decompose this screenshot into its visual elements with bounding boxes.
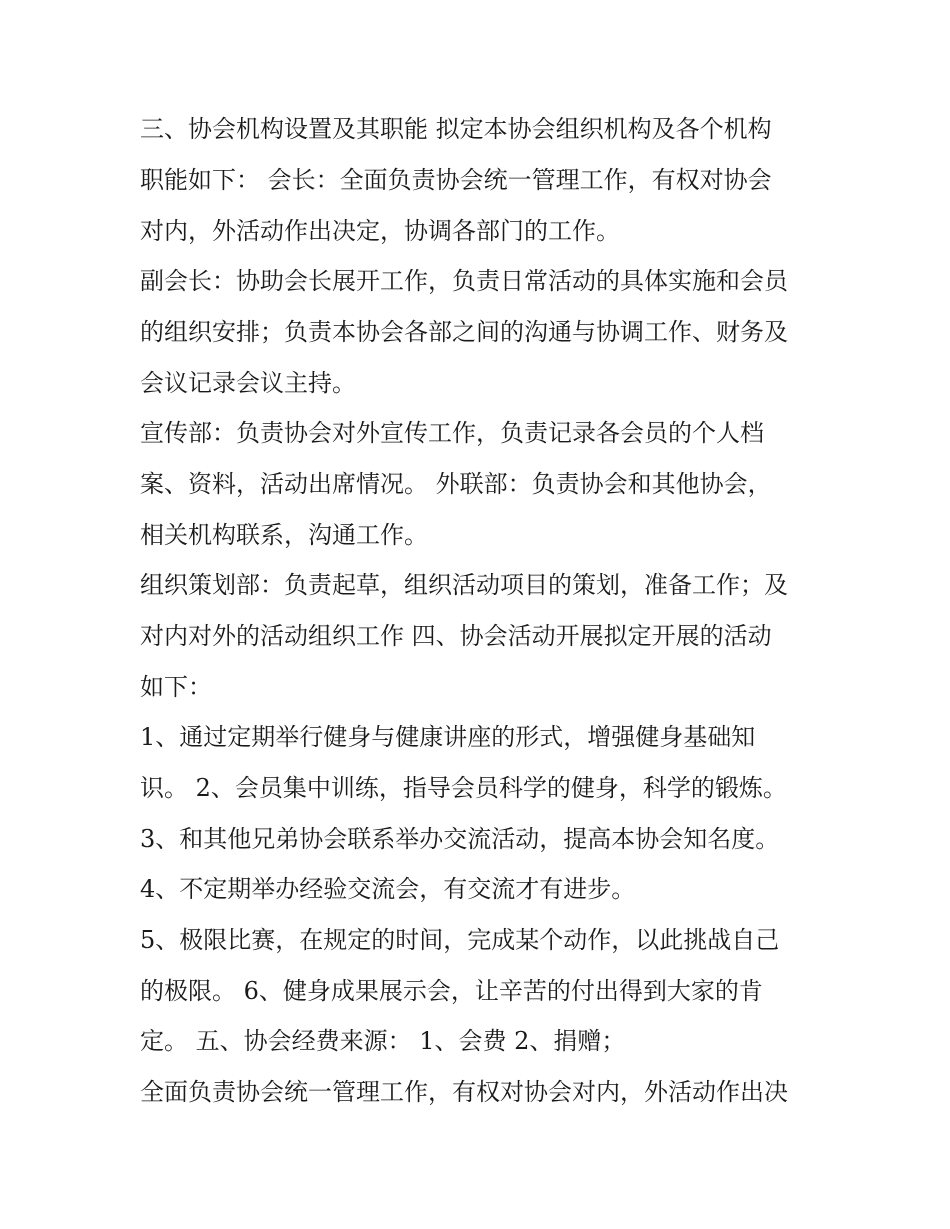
text-line: 三、协会机构设置及其职能 拟定本协会组织机构及各个机构	[140, 115, 772, 143]
text-line: 的组织安排；负责本协会各部之间的沟通与协调工作、财务及	[140, 318, 788, 346]
text-line: 全面负责协会统一管理工作，有权对协会对内，外活动作出决	[140, 1078, 788, 1106]
text-line: 组织策划部：负责起草，组织活动项目的策划，准备工作；及	[140, 571, 788, 599]
text-line: 宣传部：负责协会对外宣传工作，负责记录各会员的个人档	[140, 419, 764, 447]
text-line: 对内，外活动作出决定，协调各部门的工作。	[140, 217, 620, 245]
text-line: 对内对外的活动组织工作 四、协会活动开展拟定开展的活动	[140, 622, 772, 650]
text-line: 如下：	[140, 673, 212, 701]
text-line: 副会长：协助会长展开工作，负责日常活动的具体实施和会员	[140, 267, 788, 295]
text-line: 4、不定期举办经验交流会，有交流才有进步。	[140, 875, 636, 903]
text-line: 案、资料，活动出席情况。 外联部：负责协会和其他协会，	[140, 470, 772, 498]
text-line: 5、极限比赛，在规定的时间，完成某个动作，以此挑战自己	[140, 926, 780, 954]
text-line: 的极限。 6、健身成果展示会，让辛苦的付出得到大家的肯	[140, 977, 763, 1005]
text-line: 定。 五、协会经费来源： 1、会费 2、捐赠；	[140, 1027, 626, 1055]
text-line: 3、和其他兄弟协会联系举办交流活动，提高本协会知名度。	[140, 825, 780, 853]
text-line: 识。 2、会员集中训练，指导会员科学的健身，科学的锻炼。	[140, 774, 787, 802]
text-line: 会议记录会议主持。	[140, 369, 356, 397]
text-line: 1、通过定期举行健身与健康讲座的形式，增强健身基础知	[140, 723, 756, 751]
text-line: 职能如下： 会长：全面负责协会统一管理工作，有权对协会	[140, 166, 772, 194]
text-line: 相关机构联系，沟通工作。	[140, 521, 428, 549]
